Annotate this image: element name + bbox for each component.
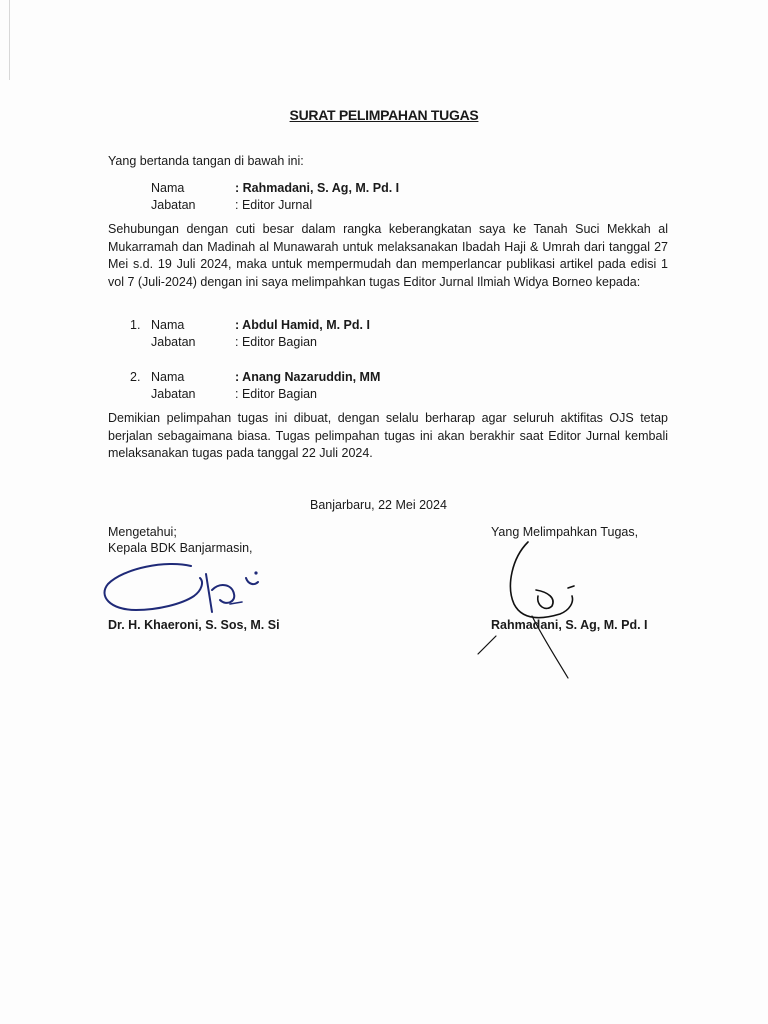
place-date: Banjarbaru, 22 Mei 2024 (310, 498, 447, 512)
left-signature-icon (96, 560, 276, 620)
delegate-1-position-value: : Editor Bagian (235, 335, 317, 349)
delegate-1-number: 1. (130, 318, 141, 332)
delegate-2-name-label: Nama (151, 370, 185, 384)
signer-name-value: : Rahmadani, S. Ag, M. Pd. I (235, 181, 400, 195)
delegate-2-number: 2. (130, 370, 141, 384)
delegate-1-name-value: : Abdul Hamid, M. Pd. I (235, 318, 370, 332)
intro-text: Yang bertanda tangan di bawah ini: (108, 154, 304, 168)
head-office-label: Kepala BDK Banjarmasin, (108, 541, 253, 555)
delegate-2-name-value: : Anang Nazaruddin, MM (235, 370, 381, 384)
delegate-1-position-label: Jabatan (151, 335, 196, 349)
scan-edge-line (9, 0, 10, 80)
body-paragraph-1: Sehubungan dengan cuti besar dalam rangka keberangkatan saya ke Tanah Suci Mekkah al Mukarramah dan Madinah al Munawarah untuk melaksanakan Ibadah Haji & Umrah dari tanggal 27 Mei s.d. 19 Juli 2024, maka untuk mempermudah dan memperlancar publikasi artikel pada edisi 1 vol 7 (Juli-2024) dengan ini saya melimpahkan tugas Editor Jurnal Ilmiah Widya Borneo kepada: (108, 222, 668, 289)
delegator-label: Yang Melimpahkan Tugas, (491, 525, 639, 539)
right-signature-icon (472, 536, 592, 686)
right-signer-name: Rahmadani, S. Ag, M. Pd. I (491, 618, 648, 632)
body-paragraph-2: Demikian pelimpahan tugas ini dibuat, dengan selalu berharap agar seluruh aktifitas OJS tetap berjalan sebagaimana biasa. Tugas pelimpahan tugas ini akan berakhir saat Editor Jurnal kembali melaksanakan tugas pada tanggal 22 Juli 2024. (108, 411, 668, 460)
letter-title: SURAT PELIMPAHAN TUGAS (289, 107, 479, 123)
delegate-2-position-label: Jabatan (151, 387, 196, 401)
signer-name-label: Nama (151, 181, 185, 195)
signer-position-label: Jabatan (151, 198, 196, 212)
left-signer-name: Dr. H. Khaeroni, S. Sos, M. Si (108, 618, 280, 632)
delegate-2-position-value: : Editor Bagian (235, 387, 317, 401)
signer-position-value: : Editor Jurnal (235, 198, 313, 212)
delegate-1-name-label: Nama (151, 318, 185, 332)
acknowledged-label: Mengetahui; (108, 525, 177, 539)
